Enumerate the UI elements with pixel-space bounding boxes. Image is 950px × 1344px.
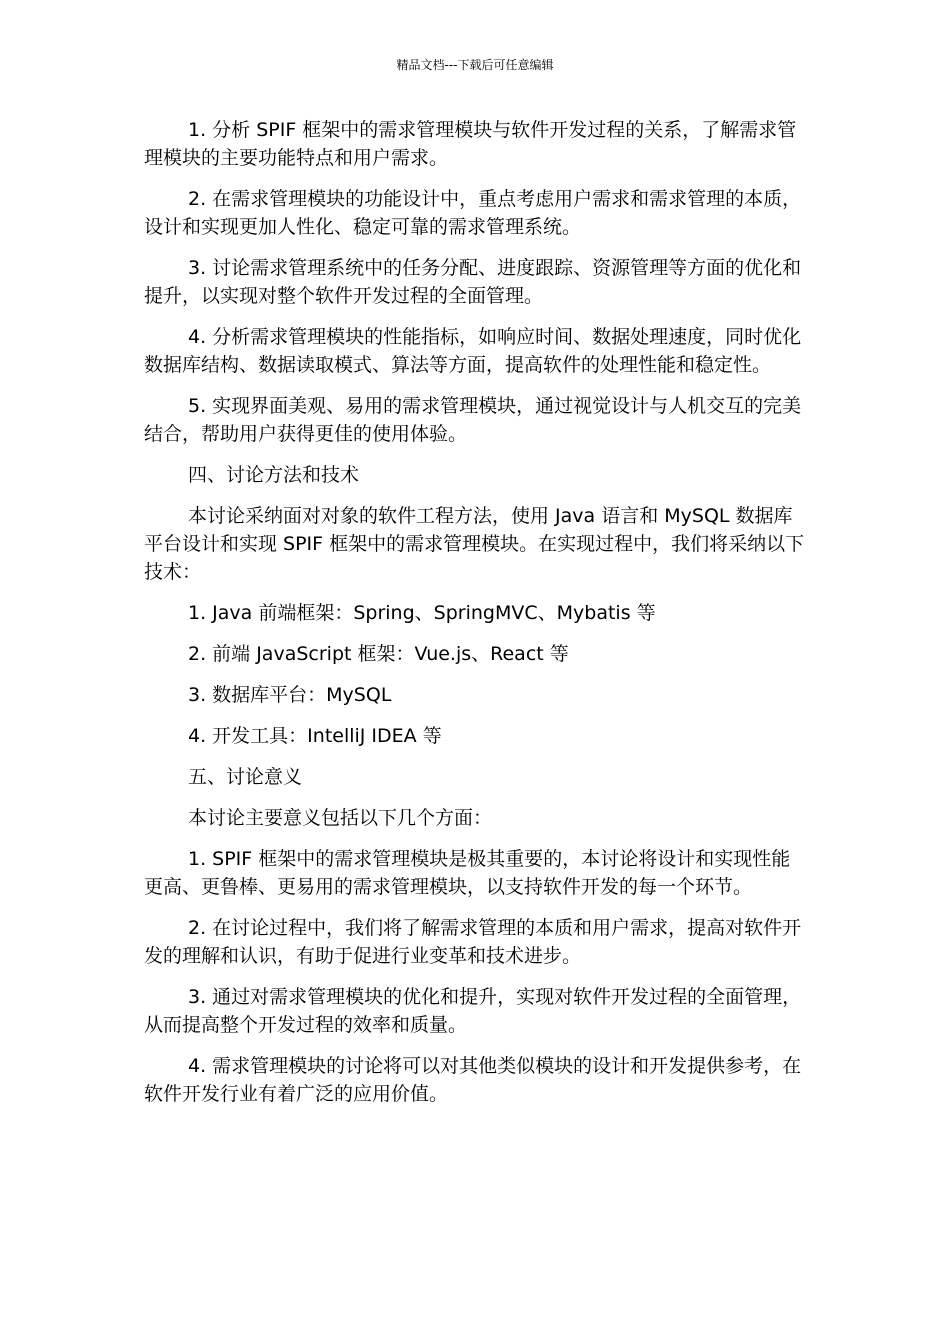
research-item-4: 4. 分析需求管理模块的性能指标，如响应时间、数据处理速度，同时优化数据库结构、数据读取模式、算法等方面，提高软件的处理性能和稳定性。 <box>144 326 802 376</box>
significance-item-4: 4. 需求管理模块的讨论将可以对其他类似模块的设计和开发提供参考，在软件开发行业有着广泛的应用价值。 <box>144 1055 802 1105</box>
page-header: 精品文档---下载后可任意编辑 <box>396 58 554 72</box>
significance-item-1: 1. SPIF 框架中的需求管理模块是极其重要的，本讨论将设计和实现性能更高、更鲁棒、更易用的需求管理模块，以支持软件开发的每一个环节。 <box>144 848 791 898</box>
tech-item-3: 3. 数据库平台：MySQL <box>188 684 392 706</box>
research-item-5: 5. 实现界面美观、易用的需求管理模块，通过视觉设计与人机交互的完美结合，帮助用户获得更佳的使用体验。 <box>144 395 802 445</box>
significance-item-3: 3. 通过对需求管理模块的优化和提升，实现对软件开发过程的全面管理，从而提高整个开发过程的效率和质量。 <box>144 986 802 1036</box>
research-item-3: 3. 讨论需求管理系统中的任务分配、进度跟踪、资源管理等方面的优化和提升，以实现对整个软件开发过程的全面管理。 <box>144 257 802 307</box>
tech-item-4: 4. 开发工具：IntelliJ IDEA 等 <box>188 725 442 747</box>
tech-item-1: 1. Java 前端框架：Spring、SpringMVC、Mybatis 等 <box>188 602 656 624</box>
tech-item-2: 2. 前端 JavaScript 框架：Vue.js、React 等 <box>188 643 569 665</box>
research-item-2: 2. 在需求管理模块的功能设计中，重点考虑用户需求和需求管理的本质，设计和实现更加人性化、稳定可靠的需求管理系统。 <box>144 188 802 238</box>
methods-intro: 本讨论采纳面对对象的软件工程方法，使用 Java 语言和 MySQL 数据库平台设计和实现 SPIF 框架中的需求管理模块。在实现过程中，我们将采纳以下技术： <box>144 505 805 583</box>
research-item-1: 1. 分析 SPIF 框架中的需求管理模块与软件开发过程的关系，了解需求管理模块的主要功能特点和用户需求。 <box>144 119 797 169</box>
significance-intro: 本讨论主要意义包括以下几个方面： <box>188 807 493 829</box>
section-heading-significance: 五、讨论意义 <box>188 766 303 788</box>
significance-item-2: 2. 在讨论过程中，我们将了解需求管理的本质和用户需求，提高对软件开发的理解和认识，有助于促进行业变革和技术进步。 <box>144 917 802 967</box>
section-heading-methods: 四、讨论方法和技术 <box>188 464 360 486</box>
document-body <box>144 116 808 1121</box>
